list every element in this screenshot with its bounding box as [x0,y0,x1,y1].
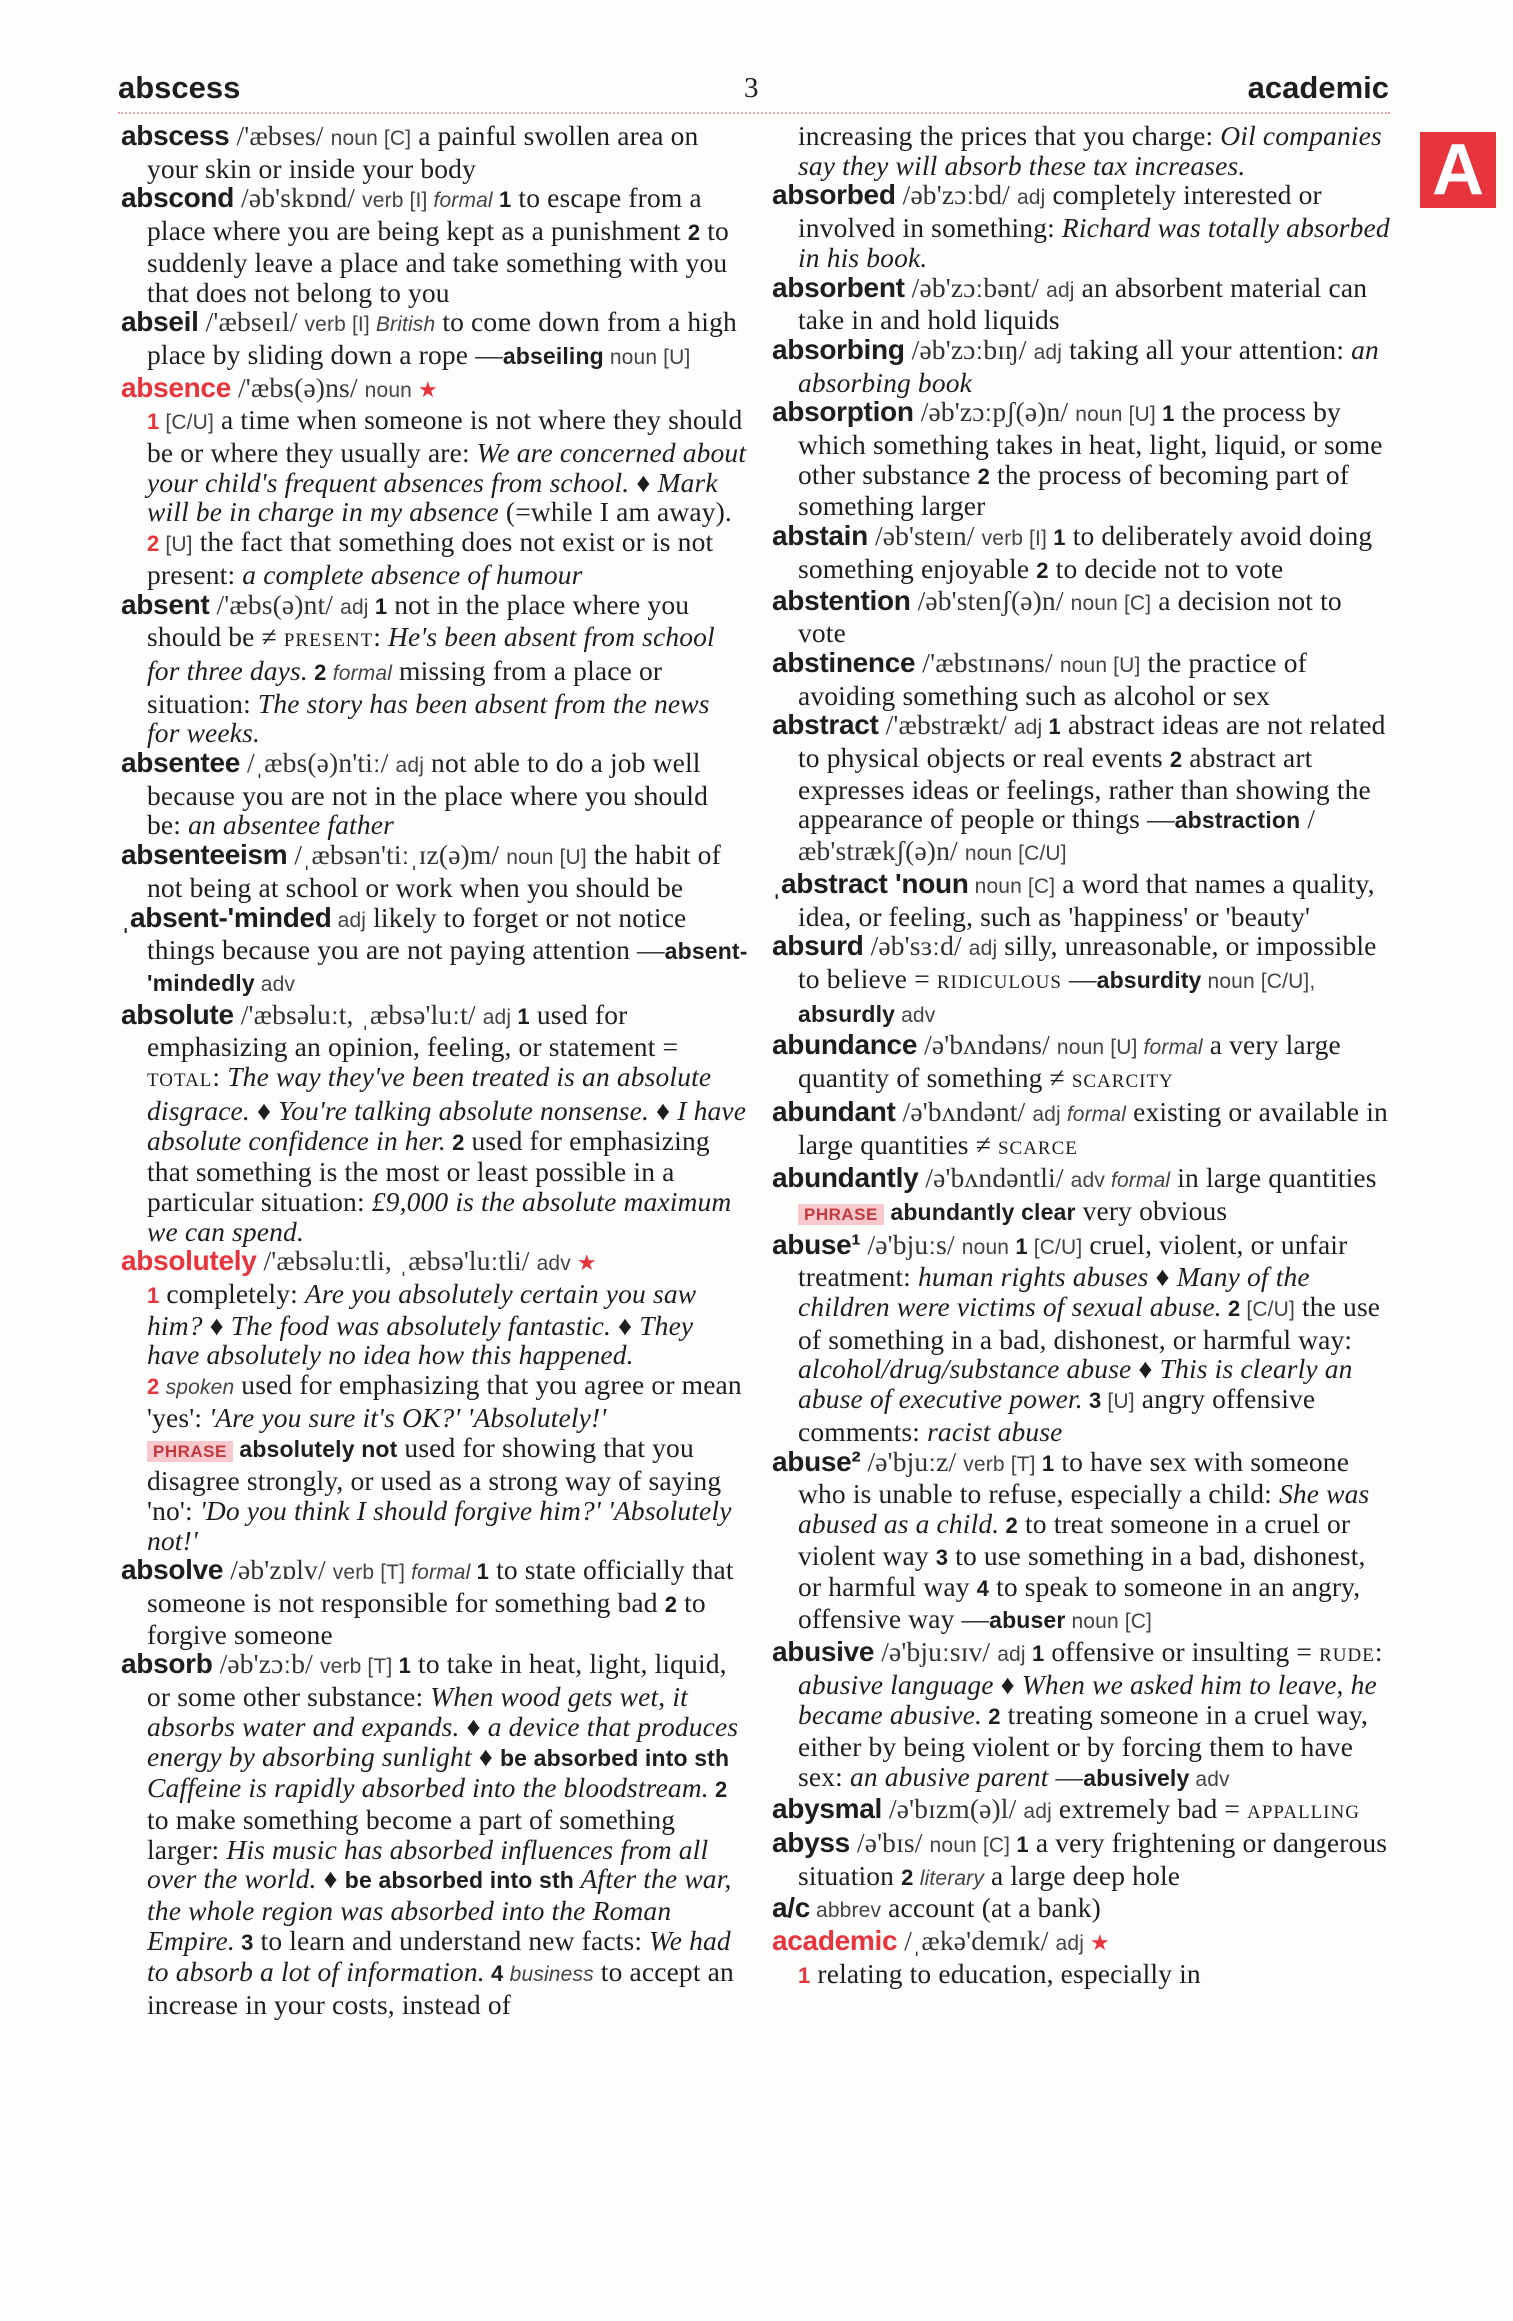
register-label: formal [332,661,393,685]
sense-number: 2 [445,1129,465,1155]
pronunciation: /əb'skɒnd/ [234,182,363,214]
headword: abusive [772,1635,875,1667]
sense-number: 1 [798,1962,811,1988]
grammar-label: noun [U] [1056,1036,1144,1060]
headword: absorbed [772,179,896,211]
headword: abysmal [772,1793,882,1825]
pronunciation: /'æbsəluːtli, ˌæbsə'luːtli/ [256,1245,537,1277]
definition-text: a time when someone is not where they should be or where they usually are: [147,404,743,469]
dictionary-entry [772,1097,1394,1163]
definition-text: missing from a place or situation: [147,654,663,719]
pronunciation: /əb'zɔːbənt/ [904,271,1047,303]
frequency-star-icon: ★ [417,376,438,402]
grammar-label: adv [1070,1169,1111,1193]
frequency-star-icon: ★ [1090,1930,1110,1956]
definition-text: (=while I am away). [498,496,732,528]
example-text: in my absence [341,496,499,528]
definition-text: to decide not to vote [1048,552,1284,584]
headword: abstract [772,709,879,741]
dictionary-entry [121,1246,749,1555]
pronunciation: /əb'zɔːbɪŋ/ [904,333,1034,365]
bold-phrase: be absorbed into sth [344,1867,574,1894]
sense-number: 2 [687,220,701,246]
example-text: The story has been absent from the news for weeks. [147,687,710,749]
grammar-label: adj [340,595,369,619]
grammar-label: adj [1046,278,1075,302]
register-label: formal [1110,1169,1171,1193]
example-text: 'Do you think I should forgive him?' 'Absolutely not!' [147,1494,732,1556]
definition-text: completely interested or involved in something: [798,179,1322,244]
example-text: 'Are you sure it's OK?' 'Absolutely!' [209,1401,607,1433]
sense-number: 1 [1042,714,1061,740]
example-text: Richard was totally absorbed in his book. [798,212,1390,273]
dictionary-entry [772,1794,1394,1828]
bold-phrase: absent-'mindedly [147,938,748,996]
grammar-label: adj [997,1642,1026,1666]
definition-text: the process by which something takes in heat, light, liquid, or some other substance [798,396,1383,490]
dictionary-entry [121,1649,749,2019]
headword: abyss [772,1826,850,1858]
cross-reference: RUDE [1319,1644,1375,1666]
headword: ˌabsent-'minded [121,901,332,933]
sense-number: 1 [511,1003,530,1029]
sense-number: 1 [392,1653,412,1679]
headword: absorbent [772,271,905,303]
grammar-label: noun [U] [1059,653,1141,677]
grammar-label: verb [I] [304,313,376,337]
grammar-label: adj [1023,1800,1052,1824]
definition-text: silly, unreasonable, or impossible to believe = [798,930,1377,994]
definition-text: to state officially that someone is not responsible for something bad [147,1554,734,1619]
pronunciation: /ə'bjuːz/ [860,1445,964,1477]
sense-number: 1 [147,409,160,435]
definition-text: a very frightening or dangerous situation [798,1826,1388,1891]
grammar-label: noun [C/U], [1201,969,1316,993]
headword: abstain [772,520,868,552]
pronunciation: /əb'zɔːbd/ [895,179,1017,211]
bold-phrase: abusively [1083,1764,1190,1791]
definition-text: relating to education, especially in [810,1957,1201,1989]
pronunciation: /əb'sɜːd/ [863,930,969,962]
dictionary-entry [772,1030,1394,1096]
grammar-label: [U] [159,533,193,557]
pronunciation: /əb'zɔːb/ [212,1648,320,1680]
grammar-label: verb [I] [362,189,434,213]
pronunciation: /'æbseɪl/ [198,306,305,338]
pronunciation: /əb'zɒlv/ [223,1554,333,1586]
bold-phrase: abseiling [502,342,604,369]
pronunciation: /æb'strækʃ(ə)n/ [798,803,1316,867]
grammar-label: noun [C/U] [964,842,1067,866]
dictionary-entry [121,373,749,590]
example-text: Are you absolutely certain you saw him? ♦ The food was absolutely fantastic. ♦ They have absolutely no idea how this happened. [147,1278,697,1371]
definition-text: completely: [159,1278,305,1310]
grammar-label: verb [T] [963,1452,1036,1476]
pronunciation: /ə'bjuːsɪv/ [874,1635,998,1667]
register-label: formal [1143,1036,1203,1060]
definition-text: abstract art expresses ideas or feelings, rather than showing the appearance of people or things — [798,742,1371,835]
headword: absentee [121,747,240,779]
dictionary-entry [772,335,1394,397]
definition-text: to have sex with someone who is unable to refuse, especially a child: [798,1445,1350,1510]
pronunciation: /'æbs(ə)nt/ [209,588,341,620]
sense-number: 1 [147,1283,160,1309]
grammar-label: adj [1055,1932,1090,1956]
pronunciation: /'æbs(ə)ns/ [230,371,365,403]
grammar-label: noun [U] [1075,403,1156,427]
example-text: a complete absence of humour [242,558,583,590]
example-text: alcohol/drug/substance abuse ♦ This is clearly an abuse of executive power. [798,1353,1353,1415]
pronunciation: /ə'bʌndənt/ [895,1095,1033,1127]
cross-reference: RIDICULOUS [936,971,1062,993]
grammar-label: [C/U] [159,411,214,435]
dictionary-entry [772,1926,1394,1990]
grammar-label: noun [364,378,418,402]
definition-text: to escape from a place where you are being kept as a punishment [147,182,702,247]
sense-number: 1 [1155,401,1175,427]
headword-highlighted: absence [121,371,231,403]
headword: abstinence [772,646,916,678]
definition-text: taking all your attention: [1062,333,1352,365]
headword: abundantly [772,1162,919,1194]
grammar-label: adj [482,1005,512,1029]
headword: abundance [772,1029,918,1061]
definition-text: an absorbent material can take in and hold liquids [798,271,1368,336]
grammar-label: abbrev [810,1899,882,1923]
grammar-label: noun [C] [1070,591,1152,615]
dictionary-entry [772,648,1394,710]
definition-text: : [212,1061,228,1093]
example-text: She was abused as a child. [798,1478,1370,1539]
example-text: We had to absorb a lot of information. [147,1924,731,1988]
headword: abscond [121,182,235,214]
sense-number: 2 [307,659,333,685]
sense-number: 2 [1169,747,1183,773]
bold-phrase: abstraction [1174,807,1301,834]
definition-text: increasing the prices that you charge: [798,120,1221,151]
example-text: an absorbing book [798,333,1379,398]
grammar-label: adv [895,1003,936,1027]
example-text: When wood gets wet, it absorbs water and expands. ♦ a device that produces energy by absorbing sunlight ♦ [147,1681,739,1772]
headword: ˌabstract 'noun [772,867,969,899]
headword: absorption [772,396,914,428]
grammar-label: adj [1013,716,1043,740]
definition-text: the fact that something does not exist or is not present: [147,526,714,590]
grammar-label: noun [961,1235,1010,1259]
sense-number: 1 [1035,1450,1055,1476]
frequency-star-icon: ★ [576,1250,597,1276]
headword-highlighted: academic [772,1925,898,1957]
pronunciation: /ə'bʌndəntli/ [918,1162,1071,1194]
definition-text: to forgive someone [147,1587,706,1650]
grammar-label: adj [1032,1102,1067,1126]
dictionary-entry [772,1893,1394,1926]
definition-text: to learn and understand new facts: [253,1924,650,1956]
dictionary-entry [121,1555,749,1649]
example-text: After the war, the whole region was absorbed into the Roman Empire. [147,1863,732,1956]
grammar-label: noun [C] [330,127,412,150]
definition-text: to come down from a high place by sliding down a rope — [147,306,737,370]
sense-number: 3 [1082,1388,1102,1414]
grammar-label: verb [T] [319,1655,393,1679]
dictionary-entry [121,121,749,183]
bold-phrase: absurdly [798,1000,896,1027]
grammar-label: adv [254,972,296,996]
definition-text: — [1061,962,1097,994]
dictionary-entry [772,710,1394,869]
pronunciation: /ə'bɪzm(ə)l/ [881,1793,1024,1825]
sense-number: 4 [484,1961,510,1987]
definition-text: not able to do a job well because you are not in the place where you should be: [147,747,708,841]
grammar-label: adj [1033,340,1063,364]
definition-text: : [1374,1635,1383,1667]
dictionary-entry [121,903,749,1000]
sense-number: 2 [1221,1296,1241,1322]
grammar-label: [C/U] [1240,1298,1295,1322]
register-label: business [509,1963,594,1987]
example-text: Caffeine is rapidly absorbed into the bloodstream. [147,1772,709,1804]
dictionary-entry [772,180,1394,272]
headword: abseil [121,306,199,338]
dictionary-entry [121,1000,749,1247]
definition-text: offensive or insulting = [1044,1635,1320,1667]
definition-text: existing or available in large quantities ≠ [798,1095,1388,1160]
definition-text: the use of something in a bad, dishonest, or harmful way: [798,1291,1381,1355]
pronunciation: /ə'bʌndəns/ [917,1029,1057,1061]
dictionary-entry [121,748,749,840]
headword: absorb [121,1648,213,1680]
sense-number: 2 [664,1592,678,1618]
sense-number: 1 [1010,1831,1029,1857]
cross-reference: PRESENT [283,630,374,652]
register-label: British [375,313,436,337]
example-text: an abusive parent [849,1760,1049,1792]
sense-number: 3 [234,1929,254,1955]
dictionary-entry [121,840,749,902]
right-column [772,121,1394,1990]
definition-text: treating someone in a cruel way, either by being violent or by forcing them to have sex: [798,1699,1369,1792]
sense-number: 2 [1036,557,1049,583]
definition-text: to suddenly leave a place and take something with you that does not belong to you [147,215,729,308]
sense-number: 2 [147,531,160,557]
grammar-label: verb [I] [981,527,1048,551]
dictionary-entry [772,397,1394,521]
register-label: formal [1066,1102,1127,1126]
bold-phrase: be absorbed into sth [499,1744,730,1771]
grammar-label: adj [395,754,425,778]
definition-text: used for emphasizing an opinion, feeling, or statement = [147,998,679,1063]
definition-text: to speak to someone in an angry, offensive way — [798,1571,1361,1635]
sense-number: 2 [901,1864,920,1890]
definition-text: a painful swollen area on your skin or inside your body [147,120,699,184]
bold-phrase: abuser [989,1607,1066,1634]
definition-text: likely to forget or not notice things because you are not paying attention — [147,901,687,966]
headword: absent [121,588,210,620]
dictionary-entry [772,1447,1394,1637]
register-label: literary [919,1866,984,1890]
example-text: an absentee father [188,809,394,841]
headword: abscess [121,120,230,151]
grammar-label: adj [331,908,367,932]
cross-reference: APPALLING [1247,1802,1360,1824]
letter-thumb-tab: A [1420,132,1496,208]
definition-text: to use something in a bad, dishonest, or harmful way [798,1539,1366,1603]
sense-number: 2 [708,1777,728,1803]
definition-text: used for showing that you disagree strongly, or used as a strong way of saying 'no': [147,1431,722,1526]
headword: absurd [772,930,864,962]
dictionary-entry [772,1637,1394,1795]
example-text: The way they've been treated is an absolute disgrace. ♦ You're talking absolute nonsense. ♦ I have absolute confidence in her. [147,1061,747,1156]
page-number: 3 [744,72,759,104]
headword: abuse² [772,1445,861,1477]
grammar-label: adj [1016,186,1046,210]
definition-text: not in the place where you should be ≠ [147,588,690,653]
definition-text: a large deep hole [983,1859,1181,1891]
grammar-label: verb [T] [332,1561,412,1585]
sense-number: 3 [935,1544,949,1570]
definition-text: angry offensive comments: [798,1383,1316,1447]
pronunciation: /əb'zɔːpʃ(ə)n/ [913,396,1076,428]
grammar-label: [U] [1101,1390,1135,1414]
headword: a/c [772,1892,811,1924]
example-text: human rights abuses ♦ Many of the children were victims of sexual abuse. [798,1261,1310,1323]
grammar-label: noun [U] [506,846,587,870]
dictionary-entry [772,273,1394,335]
sense-number: 4 [976,1576,990,1602]
bold-phrase: absurdity [1096,966,1202,993]
pronunciation: /'æbstɪnəns/ [915,646,1060,678]
register-label: formal [411,1561,471,1585]
definition-text: a decision not to vote [798,584,1342,649]
definition-text: account (at a bank) [881,1892,1101,1924]
pronunciation: /ˌæbsən'tiːˌɪz(ə)m/ [287,839,507,871]
cross-reference: TOTAL [147,1070,213,1092]
definition-text: to treat someone in a cruel or violent way [798,1507,1351,1571]
sense-number: 1 [1009,1233,1028,1259]
grammar-label: adj [968,937,998,961]
definition-text: abstract ideas are not related to physical objects or real events [798,709,1386,774]
bold-phrase: abundantly clear [883,1198,1076,1225]
header-divider [118,112,1390,114]
pronunciation: /'æbses/ [229,120,331,151]
headword: absolute [121,998,234,1030]
pronunciation: /ˌækə'demɪk/ [897,1925,1056,1957]
pronunciation: /əb'steɪn/ [867,520,982,552]
dictionary-entry [772,1163,1394,1229]
dictionary-entry [772,869,1394,931]
entry-continuation [772,121,1394,180]
example-text: racist abuse [927,1415,1063,1447]
example-text: We are concerned about your child's frequent absences from school. ♦ Mark will be in charge [147,437,747,528]
definition-text: extremely bad = [1051,1793,1248,1825]
cross-reference: SCARCE [997,1137,1078,1159]
definition-text: the process of becoming part of something larger [798,458,1350,522]
phrase-badge: PHRASE [798,1204,884,1225]
pronunciation: /ə'bɪs/ [849,1826,930,1858]
sense-number: 2 [999,1512,1018,1538]
dictionary-entry [772,586,1394,648]
left-column [121,121,749,2020]
register-label: formal [433,189,493,213]
sense-number: 2 [981,1704,1001,1730]
headword: abundant [772,1095,896,1127]
pronunciation: /'æbsəluːt, ˌæbsə'luːt/ [233,998,483,1030]
cross-reference: SCARCITY [1071,1071,1174,1093]
headword: absenteeism [121,839,288,871]
definition-text: a word that names a quality, idea, or feeling, such as 'happiness' or 'beauty' [798,867,1375,932]
sense-number: 1 [1047,525,1066,551]
example-text: He's been absent from school for three days. [147,621,715,686]
definition-text: cruel, violent, or unfair treatment: [798,1228,1348,1293]
grammar-label: noun [U] [603,345,691,369]
sense-number: 1 [368,593,388,619]
example-text: £9,000 is the absolute maximum we can spend. [147,1185,732,1247]
grammar-label: noun [C] [968,874,1056,898]
definition-text: in large quantities [1170,1162,1377,1194]
sense-number: 1 [1025,1640,1045,1666]
example-text: Oil companies say they will absorb these tax increases. [798,120,1382,181]
phrase-badge: PHRASE [147,1441,233,1462]
definition-text: used for emphasizing that something is the most or least possible in a particular situation: [147,1124,710,1217]
register-label: spoken [165,1376,235,1400]
bold-phrase: absolutely not [232,1435,398,1462]
definition-text: — [1048,1760,1084,1792]
dictionary-entry [772,1828,1394,1893]
headword: abuse¹ [772,1228,861,1260]
grammar-label: adv [536,1252,577,1276]
pronunciation: /ə'bjuːs/ [860,1228,962,1260]
grammar-label: noun [C] [1065,1610,1153,1634]
pronunciation: /'æbstrækt/ [878,709,1014,741]
grammar-label: [C/U] [1027,1235,1083,1259]
guide-word-right: academic [1247,70,1389,105]
grammar-label: adv [1189,1767,1230,1791]
headword: absolve [121,1554,224,1586]
sense-number: 2 [147,1374,166,1400]
headword-highlighted: absolutely [121,1245,257,1277]
dictionary-entry [121,307,749,372]
sense-number: 2 [977,463,990,489]
dictionary-entry [121,183,749,307]
example-text: abusive language ♦ When we asked him to leave, he became abusive. [798,1669,1377,1731]
definition-text: to make something become a part of something larger: [147,1803,676,1865]
definition-text: to take in heat, light, liquid, or some other substance: [147,1648,727,1713]
pronunciation: /ˌæbs(ə)n'tiː/ [240,747,396,779]
definition-text: to deliberately avoid doing something enjoyable [798,520,1373,584]
definition-text: the practice of avoiding something such as alcohol or sex [798,646,1307,711]
definition-text: very obvious [1075,1194,1228,1226]
definition-text: a very large quantity of something ≠ [798,1029,1341,1094]
definition-text: the habit of not being at school or work when you should be [147,839,721,903]
dictionary-entry [772,521,1394,585]
example-text: His music has absorbed influences from all over the world. ♦ [147,1833,709,1895]
dictionary-entry [772,1230,1394,1447]
headword: abstention [772,584,911,616]
definition-text: : [373,621,389,653]
pronunciation: /əb'stenʃ(ə)n/ [910,584,1071,616]
sense-number: 1 [470,1559,490,1585]
guide-word-left: abscess [118,70,241,105]
headword: absorbing [772,333,905,365]
grammar-label: noun [C] [929,1833,1011,1857]
dictionary-entry [772,931,1394,1030]
definition-text: used for emphasizing that you agree or mean 'yes': [147,1369,742,1433]
definition-text: to accept an increase in your costs, instead of [147,1956,734,2021]
sense-number: 1 [492,187,512,213]
dictionary-entry [121,590,749,749]
